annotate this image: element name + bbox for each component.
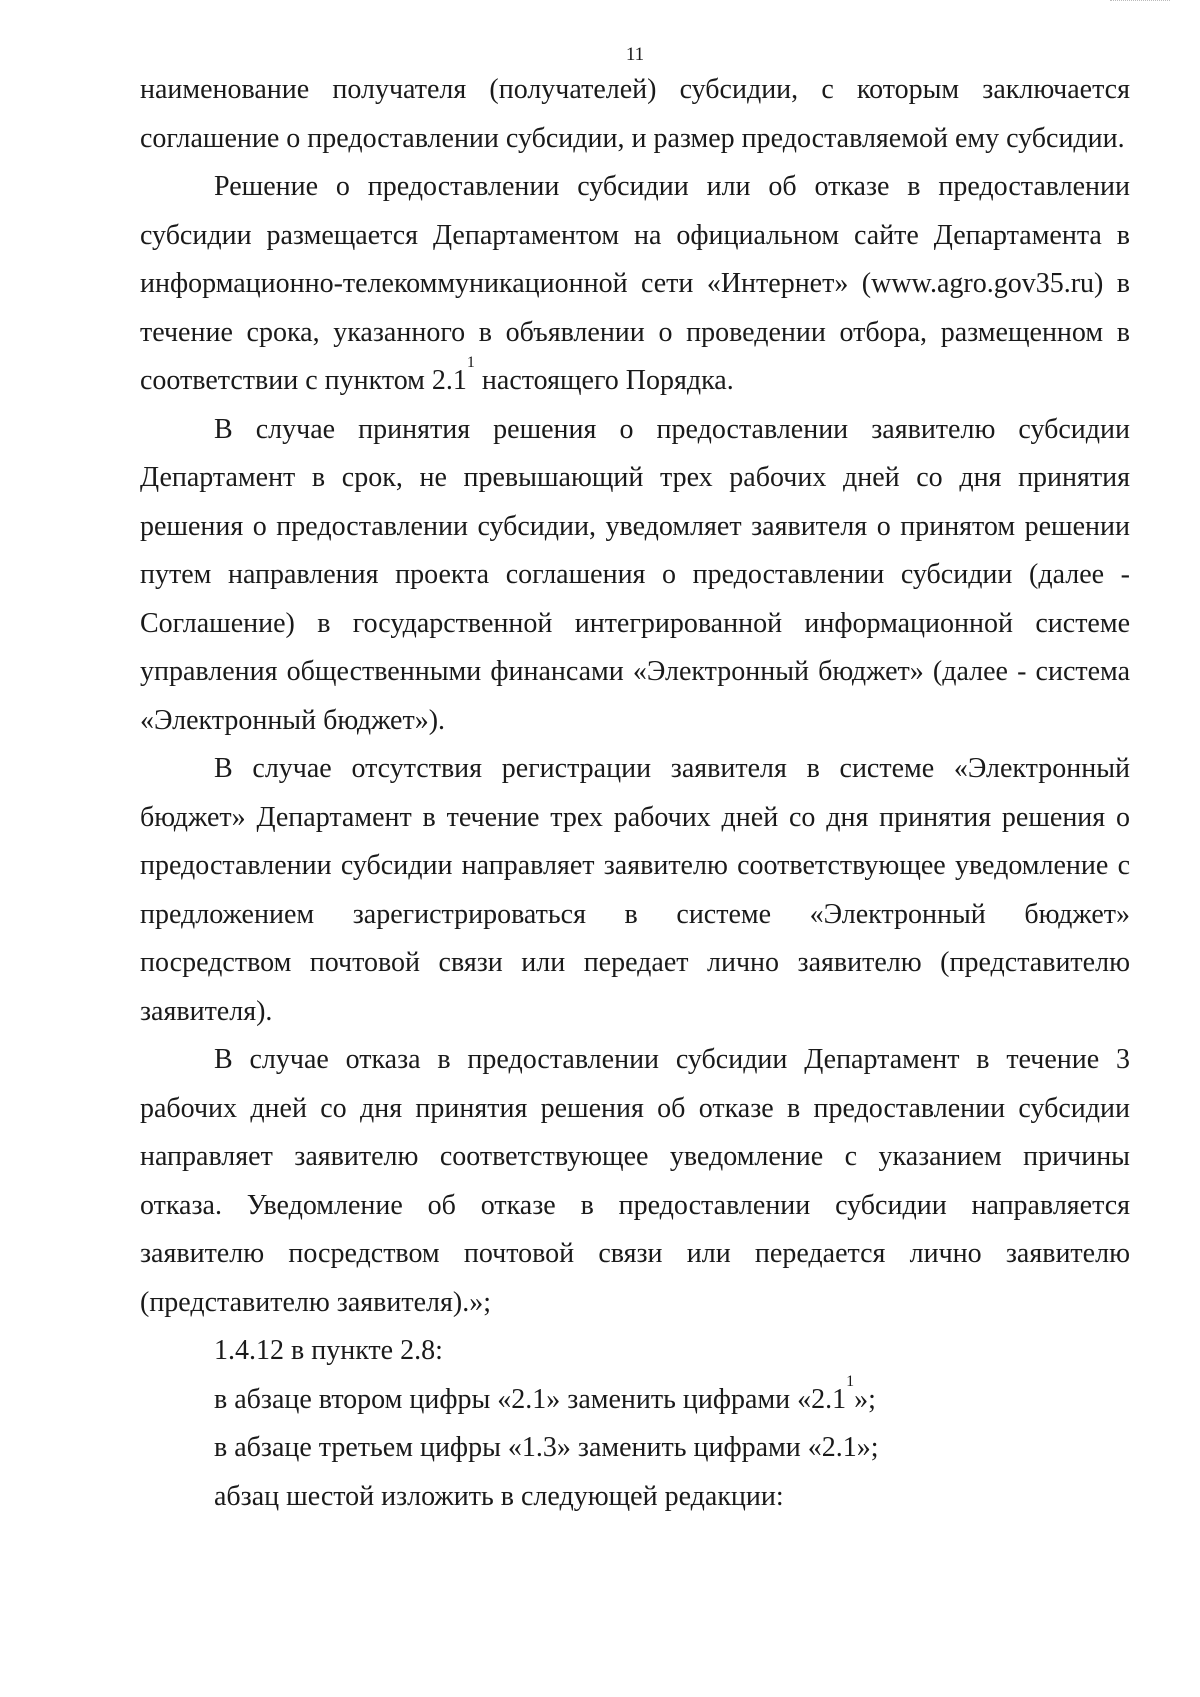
amendment-heading: 1.4.12 в пункте 2.8: xyxy=(214,1335,443,1366)
paragraph-decision-publication-tail: настоящего Порядка. xyxy=(474,365,734,396)
amendment-line-1-text: в абзаце втором цифры «2.1» заменить цифрами «2.1 xyxy=(214,1383,847,1415)
amendment-line-1 xyxy=(140,1372,1130,1425)
amendment-line-3: абзац шестой изложить в следующей редакции: xyxy=(214,1480,784,1512)
paragraph-decision-publication xyxy=(140,163,1130,406)
paragraph-no-registration: В случае отсутствия регистрации заявителя в системе «Электронный бюджет» Департамент в течение трех рабочих дней со дня принятия решения о предоставлении субсидии направляет заявителю соответствующее уведомление с предложением зарегистрироваться в системе «Электронный бюджет» посредством почтовой связи или передает лично заявителю (представителю заявителя). xyxy=(140,753,1130,1027)
paragraph-grant-decision: В случае принятия решения о предоставлении заявителю субсидии Департамент в срок, не превышающий трех рабочих дней со дня принятия решения о предоставлении субсидии, уведомляет заявителя о принятом решении путем направления проекта соглашения о предоставлении субсидии (далее - Соглашение) в государственной интегрированной информационной системе управления общественными финансами «Электронный бюджет» (далее - система «Электронный бюджет»). xyxy=(140,413,1130,736)
scan-crop-mark xyxy=(1110,0,1170,3)
document-body xyxy=(140,66,1130,1521)
amendment-line-1-tail: »; xyxy=(854,1383,876,1415)
amendment-line-2: в абзаце третьем цифры «1.3» заменить цифрами «2.1»; xyxy=(214,1432,879,1463)
superscript: 1 xyxy=(846,1372,855,1390)
page-number: 11 xyxy=(625,44,645,65)
superscript: 1 xyxy=(466,354,475,371)
paragraph-refusal: В случае отказа в предоставлении субсидии Департамент в течение 3 рабочих дней со дня принятия решения об отказе в предоставлении субсидии направляет заявителю соответствующее уведомление с указанием причины отказа. Уведомление об отказе в предоставлении субсидии направляется заявителю посредством почтовой связи или передается лично заявителю (представителю заявителя).»; xyxy=(140,1044,1130,1318)
paragraph-recipient-name: наименование получателя (получателей) субсидии, с которым заключается соглашение о предоставлении субсидии, и размер предоставляемой ему субсидии. xyxy=(140,74,1130,154)
paragraph-decision-publication-text: Решение о предоставлении субсидии или об отказе в предоставлении субсидии размещается Департаментом на официальном сайте Департамента в информационно-телекоммуникационной сети «Интернет» (www.agro.gov35.ru) в течение срока, указанного в объявлении о проведении отбора, размещенном в соответствии с пунктом 2.1 xyxy=(140,171,1130,396)
